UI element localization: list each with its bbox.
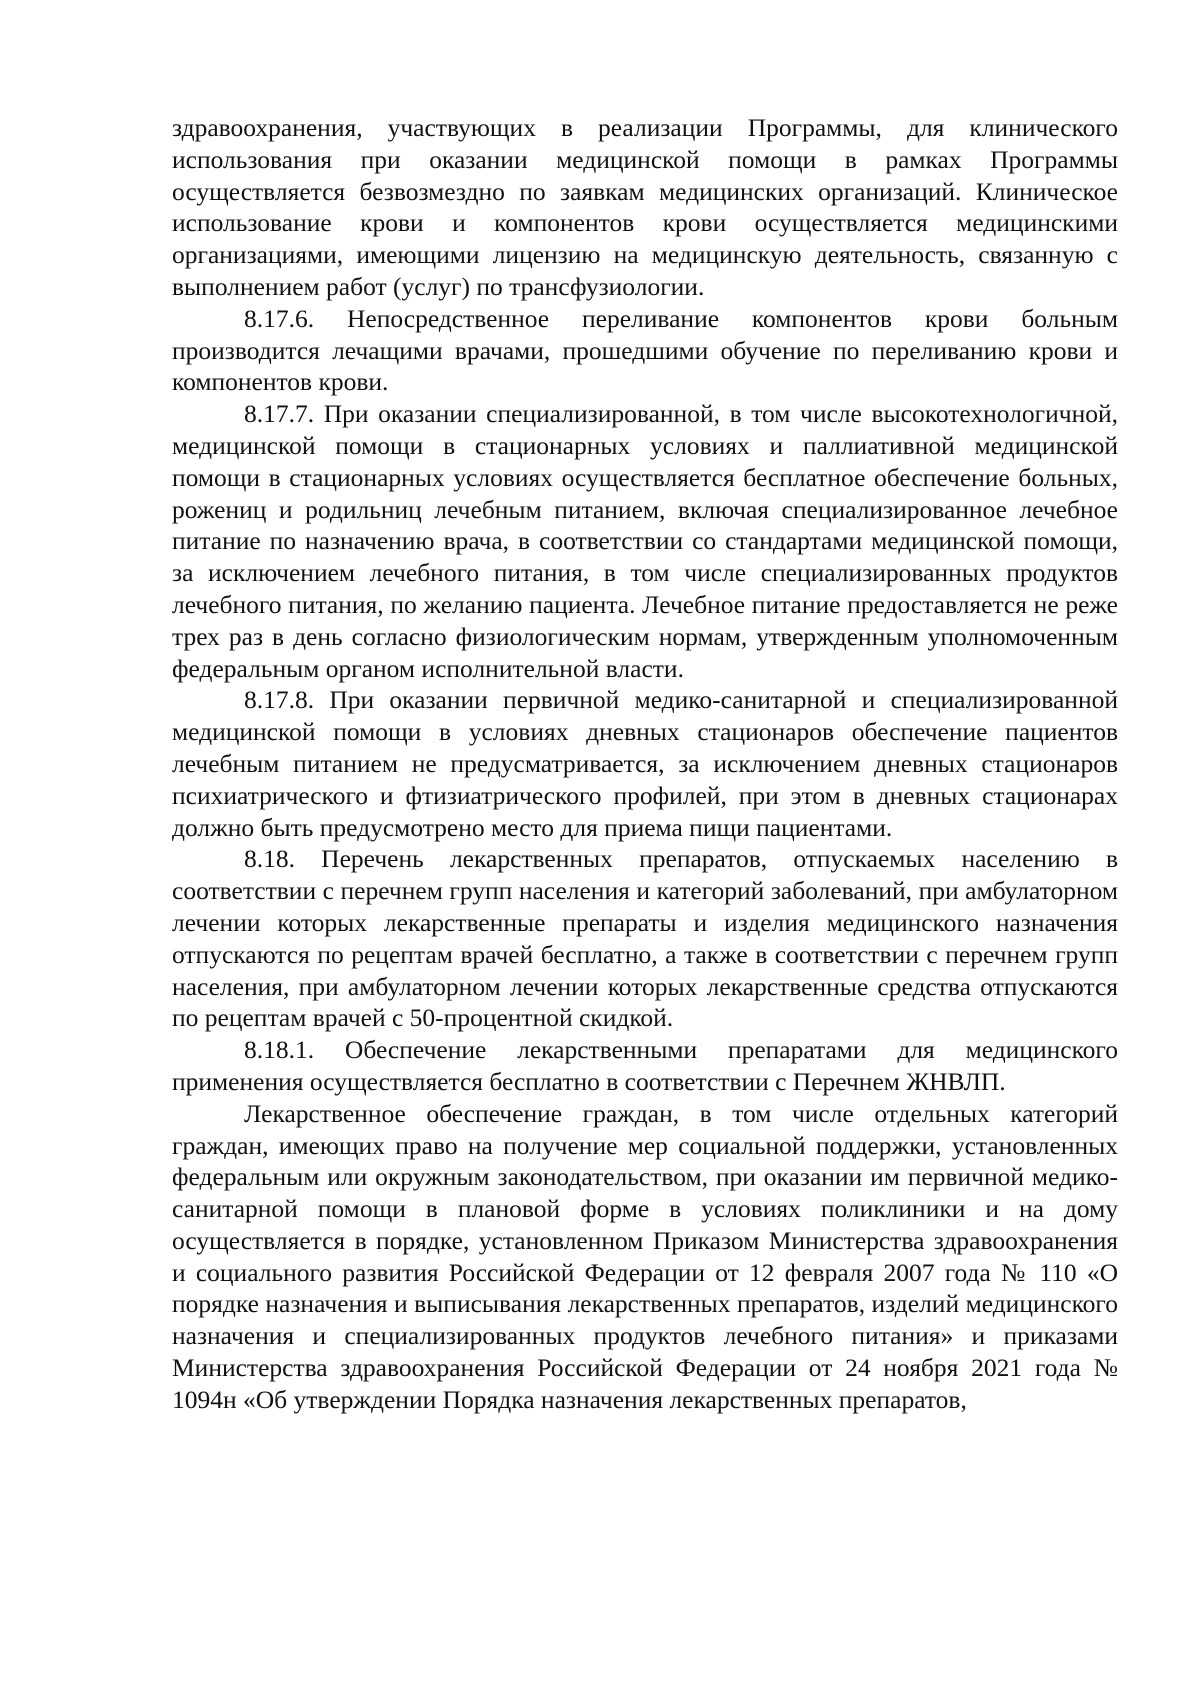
paragraph-8-17-6: 8.17.6. Непосредственное переливание компонентов крови больным производится лечащими врачами, прошедшими обучение по переливанию крови и компонентов крови. (172, 303, 1118, 397)
paragraph-8-18: 8.18. Перечень лекарственных препаратов, отпускаемых населению в соответствии с перечнем групп населения и категорий заболеваний, при амбулаторном лечении которых лекарственные препараты и изделия медицинского назначения отпускаются по рецептам врачей бесплатно, а также в соответствии с перечнем групп населения, при амбулаторном лечении которых лекарственные средства отпускаются по рецептам врачей с 50-процентной скидкой. (172, 844, 1118, 1033)
paragraph-8-17-8: 8.17.8. При оказании первичной медико-санитарной и специализированной медицинской помощи в условиях дневных стационаров обеспечение пациентов лечебным питанием не предусматривается, за исключением дневных стационаров психиатрического и фтизиатрического профилей, при этом в дневных стационарах должно быть предусмотрено место для приема пищи пациентами. (172, 685, 1118, 842)
paragraph-8-18-1: 8.18.1. Обеспечение лекарственными препаратами для медицинского применения осуществляется бесплатно в соответствии с Перечнем ЖНВЛП. (172, 1035, 1118, 1096)
paragraph-drug-provision: Лекарственное обеспечение граждан, в том числе отдельных категорий граждан, имеющих право на получение мер социальной поддержки, установленных федеральным или окружным законодательством, при оказании им первичной медико-санитарной помощи в плановой форме в условиях поликлиники и на дому осуществляется в порядке, установленном Приказом Министерства здравоохранения и социального развития Российской Федерации от 12 февраля 2007 года № 110 «О порядке назначения и выписывания лекарственных препаратов, изделий медицинского назначения и специализированных продуктов лечебного питания» и приказами Министерства здравоохранения Российской Федерации от 24 ноября 2021 года № 1094н «Об утверждении Порядка назначения лекарственных препаратов, (172, 1098, 1118, 1414)
paragraph-8-17-7: 8.17.7. При оказании специализированной, в том числе высокотехнологичной, медицинской помощи в стационарных условиях и паллиативной медицинской помощи в стационарных условиях осуществляется бесплатное обеспечение больных, рожениц и родильниц лечебным питанием, включая специализированное лечебное питание по назначению врача, в соответствии со стандартами медицинской помощи, за исключением лечебного питания, в том числе специализированных продуктов лечебного питания, по желанию пациента. Лечебное питание предоставляется не реже трех раз в день согласно физиологическим нормам, утвержденным уполномоченным федеральным органом исполнительной власти. (172, 399, 1118, 683)
document-body (172, 112, 1118, 1416)
paragraph-blood-use-continuation: здравоохранения, участвующих в реализации Программы, для клинического использования при оказании медицинской помощи в рамках Программы осуществляется безвозмездно по заявкам медицинских организаций. Клиническое использование крови и компонентов крови осуществляется медицинскими организациями, имеющими лицензию на медицинскую деятельность, связанную с выполнением работ (услуг) по трансфузиологии. (172, 113, 1118, 301)
